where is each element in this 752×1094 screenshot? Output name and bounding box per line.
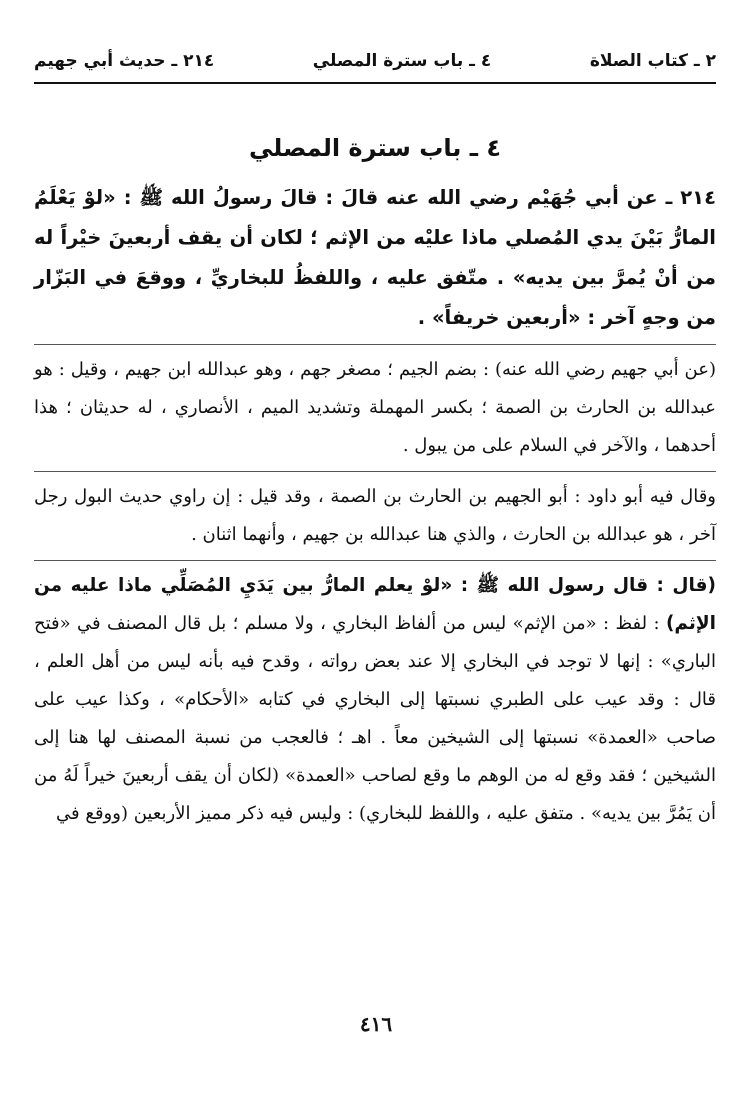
commentary-text: وقال فيه أبو داود : أبو الجهيم بن الحارث بن الصمة ، وقد قيل : إن راوي حديث البول رجل آخر ، هو عبدالله بن الحارث ، والذي هنا عبدالله بن جهيم ، وأنهما اثنان . xyxy=(34,486,716,545)
hadith-text: ٢١٤ ـ عن أبي جُهَيْم رضي الله عنه قالَ : قالَ رسولُ الله ﷺ : «لوْ يَعْلَمُ المارُّ بَيْنَ يدي المُصلي ماذا عليْه من الإثم ؛ لكان أن يقف أربعينَ خيْراً له من أنْ يُمرَّ بين يديه» . متّفق عليه ، واللفظُ للبخاريِّ ، ووقعَ في البَزّار من وجهٍ آخر : «أربعين خريفاً» . xyxy=(34,178,716,345)
running-header xyxy=(34,40,716,84)
header-chapter: ٤ ـ باب سترة المصلي xyxy=(312,51,492,71)
commentary-paragraph xyxy=(34,351,716,465)
commentary-paragraph xyxy=(34,471,716,554)
chapter-title: ٤ ـ باب سترة المصلي xyxy=(249,134,501,162)
body-text xyxy=(34,128,716,833)
header-hadith: ٢١٤ ـ حديث أبي جهيم xyxy=(34,51,215,71)
page-number: ٤١٦ xyxy=(359,1012,393,1036)
header-book: ٢ ـ كتاب الصلاة xyxy=(589,51,716,71)
commentary-text: (عن أبي جهيم رضي الله عنه) : بضم الجيم ؛ مصغر جهم ، وهو عبدالله ابن جهيم ، وقيل : هو عبدالله بن الحارث بن الصمة ؛ بكسر المهملة وتشديد الميم ، الأنصاري ، له حديثان ؛ هذا أحدهما ، والآخر في السلام على من يبول . xyxy=(34,359,716,456)
commentary-text: : لفظ : «من الإثم» ليس من ألفاظ البخاري ، ولا مسلم ؛ بل قال المصنف في «فتح الباري» : إنها لا توجد في البخاري إلا عند بعض رواته ، وقدح فيه بأنه ليس من أهل العلم ، قال : وقد عيب على الطبري نسبتها إلى البخاري في كتابه «الأحكام» ، وكذا عيب على صاحب «العمدة» نسبتها إلى الشيخين معاً . اهـ ؛ فالعجب من نسبة المصنف لها هنا إلى الشيخين ؛ فقد وقع له من الوهم ما وقع لصاحب «العمدة» (لكان أن يقف أربعينَ خيراً لَهُ من أن يَمُرَّ بين يديه» . متفق عليه ، واللفظ للبخاري) : وليس فيه ذكر مميز الأربعين (ووقع في xyxy=(34,613,716,824)
commentary-paragraph xyxy=(34,560,716,833)
quoted-hadith-lead: (قال : قال رسول الله ﷺ : «لوْ يعلم المارُّ بين يَدَيِ المُصَلِّي ماذا عليه من الإثم) xyxy=(34,575,716,634)
